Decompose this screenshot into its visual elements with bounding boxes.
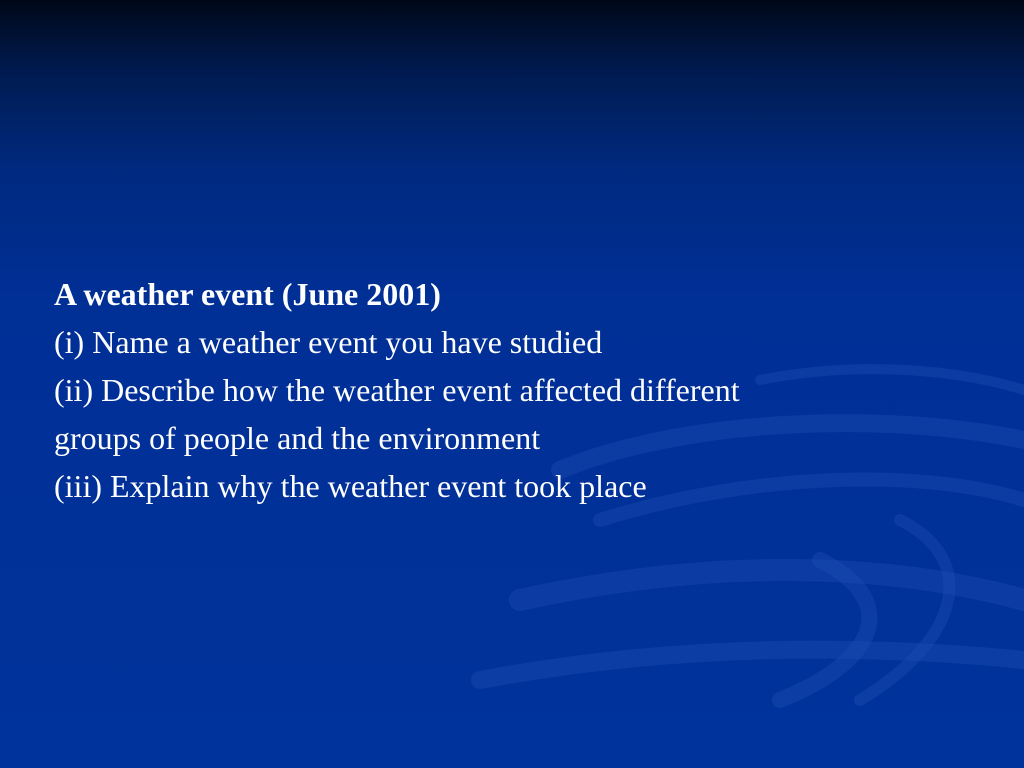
question-line: groups of people and the environment [54,420,541,456]
question-line: (iii) Explain why the weather event took place [54,468,647,504]
question-line: (i) Name a weather event you have studied [54,324,603,360]
slide-heading: A weather event (June 2001) [54,276,441,312]
slide-body [54,270,954,510]
question-line: (ii) Describe how the weather event affected different [54,372,740,408]
